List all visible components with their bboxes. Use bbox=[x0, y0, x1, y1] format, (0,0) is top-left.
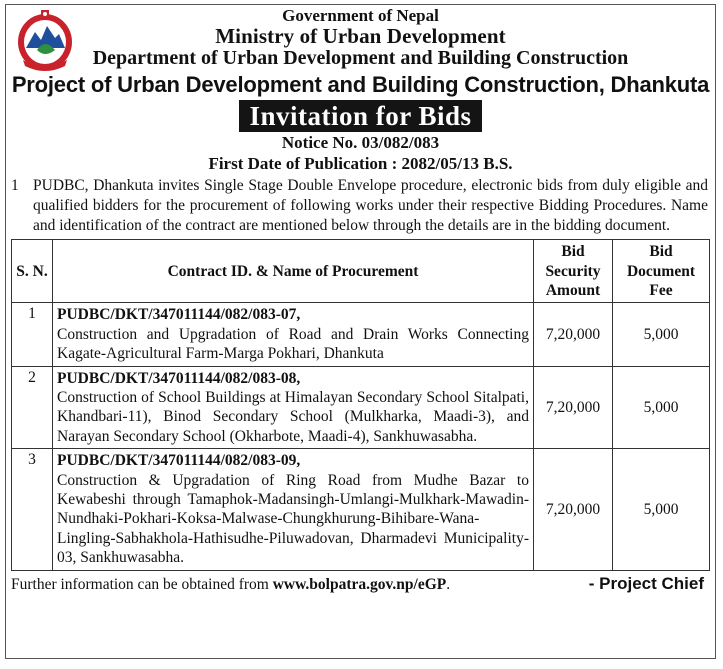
contract-id: PUDBC/DKT/347011144/082/083-08, bbox=[57, 369, 301, 387]
row-contract bbox=[53, 366, 534, 449]
row-contract bbox=[53, 303, 534, 366]
procurement-table bbox=[11, 239, 710, 571]
table-row bbox=[12, 303, 710, 366]
bid-notice bbox=[5, 4, 716, 659]
contract-name: Construction of School Buildings at Himalayan Secondary School Sitalpati, Khandbari-11), Binod Secondary School (Mulkharka, Maadi-3), and Narayan Secondary School (Okharbote, Maadi-4), Sankhuwasabha. bbox=[57, 389, 529, 445]
row-fee: 5,000 bbox=[613, 366, 710, 449]
notice-number: Notice No. 03/082/083 bbox=[281, 133, 440, 153]
government-title: Government of Nepal bbox=[282, 6, 439, 25]
header-fee: Bid Document Fee bbox=[613, 240, 710, 303]
project-title: Project of Urban Development and Building Construction, Dhankuta bbox=[11, 71, 710, 97]
publication-date: First Date of Publication : 2082/05/13 B.S. bbox=[208, 154, 513, 174]
table-header-row bbox=[12, 240, 710, 303]
row-fee: 5,000 bbox=[613, 449, 710, 570]
paragraph-text: PUDBC, Dhankuta invites Single Stage Double Envelope procedure, electronic bids from duly eligible and qualified bidders for the procurement of following works under their respective Bidding Procedures. Name and identification of the contract are mentioned below through the details are in the bidding document. bbox=[33, 177, 708, 234]
department-title: Department of Urban Development and Building Construction bbox=[92, 47, 629, 70]
invitation-banner: Invitation for Bids bbox=[239, 100, 481, 132]
footer-info-prefix: Further information can be obtained from bbox=[11, 575, 273, 593]
row-security: 7,20,000 bbox=[534, 366, 613, 449]
row-contract bbox=[53, 449, 534, 570]
footer-info-suffix: . bbox=[446, 575, 451, 593]
ministry-title: Ministry of Urban Development bbox=[215, 24, 506, 49]
header-contract: Contract ID. & Name of Procurement bbox=[53, 240, 534, 303]
contract-name: Construction and Upgradation of Road and Drain Works Connecting Kagate-Agricultural Farm-Marga Pokhari, Dhankuta bbox=[57, 325, 529, 363]
contract-id: PUDBC/DKT/347011144/082/083-07, bbox=[57, 306, 301, 324]
footer-info bbox=[11, 576, 450, 594]
contract-id: PUDBC/DKT/347011144/082/083-09, bbox=[57, 452, 301, 470]
table-row bbox=[12, 449, 710, 570]
contract-name: Construction & Upgradation of Ring Road from Mudhe Bazar to Kewabeshi through Tamaphok-Madansingh-Umlangi-Mulkhark-Mawadin-Nundhaki-Pokhari-Koksa-Malwase-Chungkhurung-Bihibare-Wana-Lingling-Sabhakhola-Hathisudhe-Piluwadovan, Dharmadevi Municipality-03, Sankhuwasabha. bbox=[57, 471, 529, 567]
header-sn: S. N. bbox=[12, 240, 53, 303]
footer bbox=[11, 574, 710, 594]
signature: - Project Chief bbox=[588, 573, 704, 593]
row-sn: 2 bbox=[12, 366, 53, 449]
paragraph-number: 1 bbox=[11, 177, 19, 195]
nepal-emblem-icon bbox=[15, 8, 75, 72]
intro-paragraph bbox=[11, 176, 710, 235]
row-sn: 1 bbox=[12, 303, 53, 366]
row-security: 7,20,000 bbox=[534, 449, 613, 570]
row-sn: 3 bbox=[12, 449, 53, 570]
table-row bbox=[12, 366, 710, 449]
row-security: 7,20,000 bbox=[534, 303, 613, 366]
bolpatra-link[interactable]: www.bolpatra.gov.np/eGP bbox=[272, 575, 447, 593]
row-fee: 5,000 bbox=[613, 303, 710, 366]
header-security: Bid Security Amount bbox=[534, 240, 613, 303]
